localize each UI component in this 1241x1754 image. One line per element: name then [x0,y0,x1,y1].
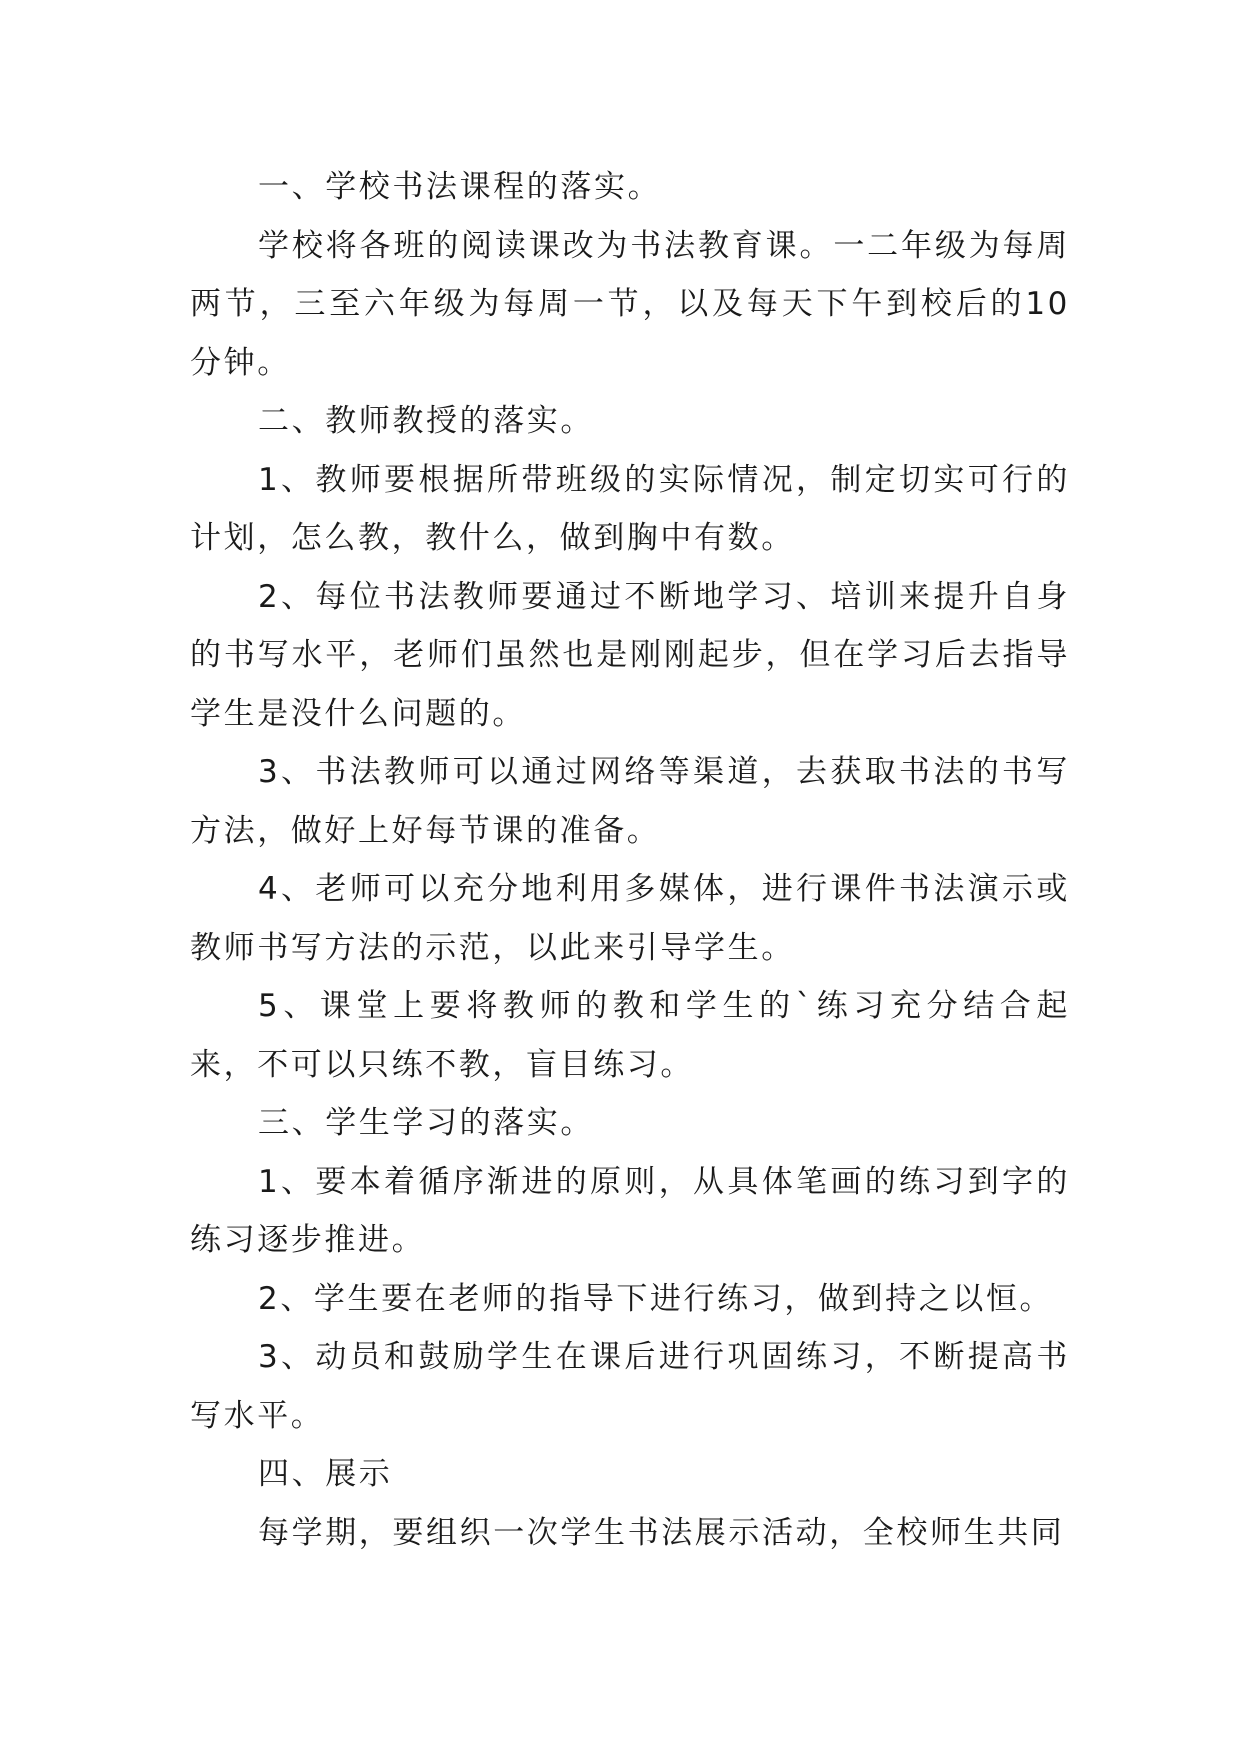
section-heading-1: 一、学校书法课程的落实。 [258,169,662,205]
section-heading-3: 三、学生学习的落实。 [258,1105,594,1141]
list-item: 3、动员和鼓励学生在课后进行巩固练习，不断提高书写水平。 [190,1339,1070,1434]
document-body [190,158,1070,1562]
paragraph: 学校将各班的阅读课改为书法教育课。一二年级为每周两节，三至六年级为每周一节，以及每天下午到校后的10分钟。 [190,227,1070,381]
list-item: 2、每位书法教师要通过不断地学习、培训来提升自身的书写水平，老师们虽然也是刚刚起步，但在学习后去指导学生是没什么问题的。 [190,578,1070,732]
section-heading-2: 二、教师教授的落实。 [258,403,594,439]
list-item: 2、学生要在老师的指导下进行练习，做到持之以恒。 [258,1280,1054,1317]
list-item: 1、要本着循序渐进的原则，从具体笔画的练习到字的练习逐步推进。 [190,1163,1070,1258]
list-item: 1、教师要根据所带班级的实际情况，制定切实可行的计划，怎么教，教什么，做到胸中有数。 [190,461,1070,556]
section-heading-4: 四、展示 [258,1456,393,1492]
list-item: 4、老师可以充分地利用多媒体，进行课件书法演示或教师书写方法的示范，以此来引导学生。 [190,871,1070,966]
list-item: 5、课堂上要将教师的教和学生的`练习充分结合起来，不可以只练不教，盲目练习。 [190,988,1070,1083]
list-item: 3、书法教师可以通过网络等渠道，去获取书法的书写方法，做好上好每节课的准备。 [190,754,1070,849]
paragraph: 每学期，要组织一次学生书法展示活动，全校师生共同 [258,1514,1065,1551]
